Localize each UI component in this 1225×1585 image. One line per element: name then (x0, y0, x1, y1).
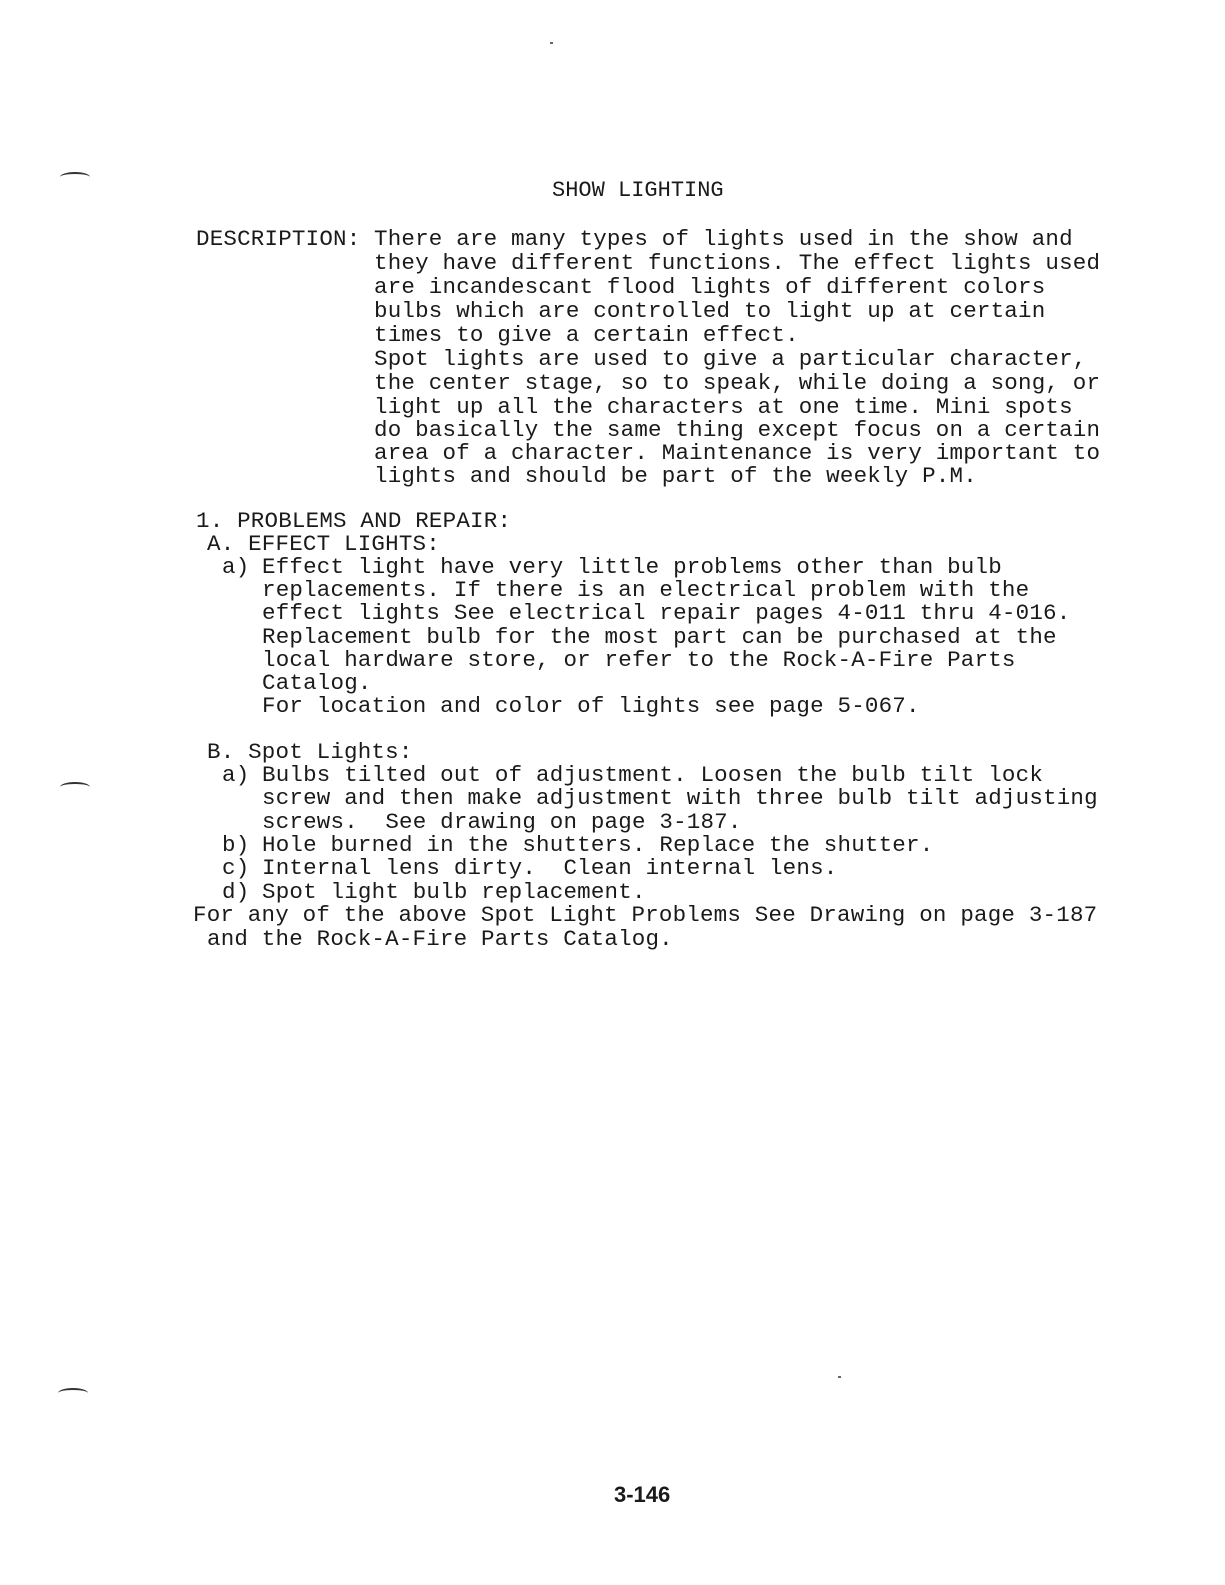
spot-line: Hole burned in the shutters. Replace the shutter. (262, 832, 934, 858)
page-number: 3-146 (614, 1482, 671, 1507)
description-label: DESCRIPTION: (196, 226, 361, 252)
item-marker: b) (222, 832, 250, 858)
binder-hole-mark (58, 1388, 88, 1398)
binder-hole-mark (60, 172, 90, 182)
spot-line: Spot light bulb replacement. (262, 879, 646, 905)
item-marker: c) (222, 855, 250, 881)
subsection-heading-effect: A. EFFECT LIGHTS: (207, 531, 440, 557)
spot-line: screws. See drawing on page 3-187. (262, 809, 742, 835)
effect-line: Catalog. (262, 670, 372, 696)
binder-hole-mark (60, 782, 90, 792)
scan-speck (838, 1376, 841, 1378)
description-line: the center stage, so to speak, while doing a song, or (374, 370, 1101, 396)
description-line: light up all the characters at one time. Mini spots (374, 394, 1073, 420)
description-line: Spot lights are used to give a particular character, (374, 346, 1087, 372)
spot-line: Internal lens dirty. Clean internal lens. (262, 855, 838, 881)
description-line: do basically the same thing except focus on a certain (374, 417, 1101, 443)
description-line: they have different functions. The effect lights used (374, 250, 1101, 276)
section-heading: 1. PROBLEMS AND REPAIR: (196, 508, 512, 534)
spot-footer-line: For any of the above Spot Light Problems See Drawing on page 3-187 (193, 902, 1098, 928)
spot-line: screw and then make adjustment with three bulb tilt adjusting (262, 785, 1098, 811)
description-line: bulbs which are controlled to light up at certain (374, 298, 1046, 324)
effect-line: Replacement bulb for the most part can be purchased at the (262, 624, 1057, 650)
effect-line: Effect light have very little problems other than bulb (262, 554, 1002, 580)
description-line: lights and should be part of the weekly P.M. (374, 463, 977, 489)
item-marker: a) (222, 554, 250, 580)
effect-line: For location and color of lights see page 5-067. (262, 693, 920, 719)
description-line: times to give a certain effect. (374, 322, 799, 348)
description-line: are incandescant flood lights of different colors (374, 274, 1046, 300)
effect-line: replacements. If there is an electrical problem with the (262, 577, 1030, 603)
effect-line: local hardware store, or refer to the Rock-A-Fire Parts (262, 647, 1016, 673)
effect-line: effect lights See electrical repair pages 4-011 thru 4-016. (262, 600, 1071, 626)
page-title: SHOW LIGHTING (552, 178, 724, 203)
item-marker: d) (222, 879, 250, 905)
spot-line: Bulbs tilted out of adjustment. Loosen the bulb tilt lock (262, 762, 1044, 788)
description-line: There are many types of lights used in the show and (374, 226, 1073, 252)
description-line: area of a character. Maintenance is very important to (374, 440, 1101, 466)
subsection-heading-spot: B. Spot Lights: (207, 739, 413, 765)
item-marker: a) (222, 762, 250, 788)
spot-footer-line: and the Rock-A-Fire Parts Catalog. (207, 926, 673, 952)
scan-speck (550, 42, 553, 44)
